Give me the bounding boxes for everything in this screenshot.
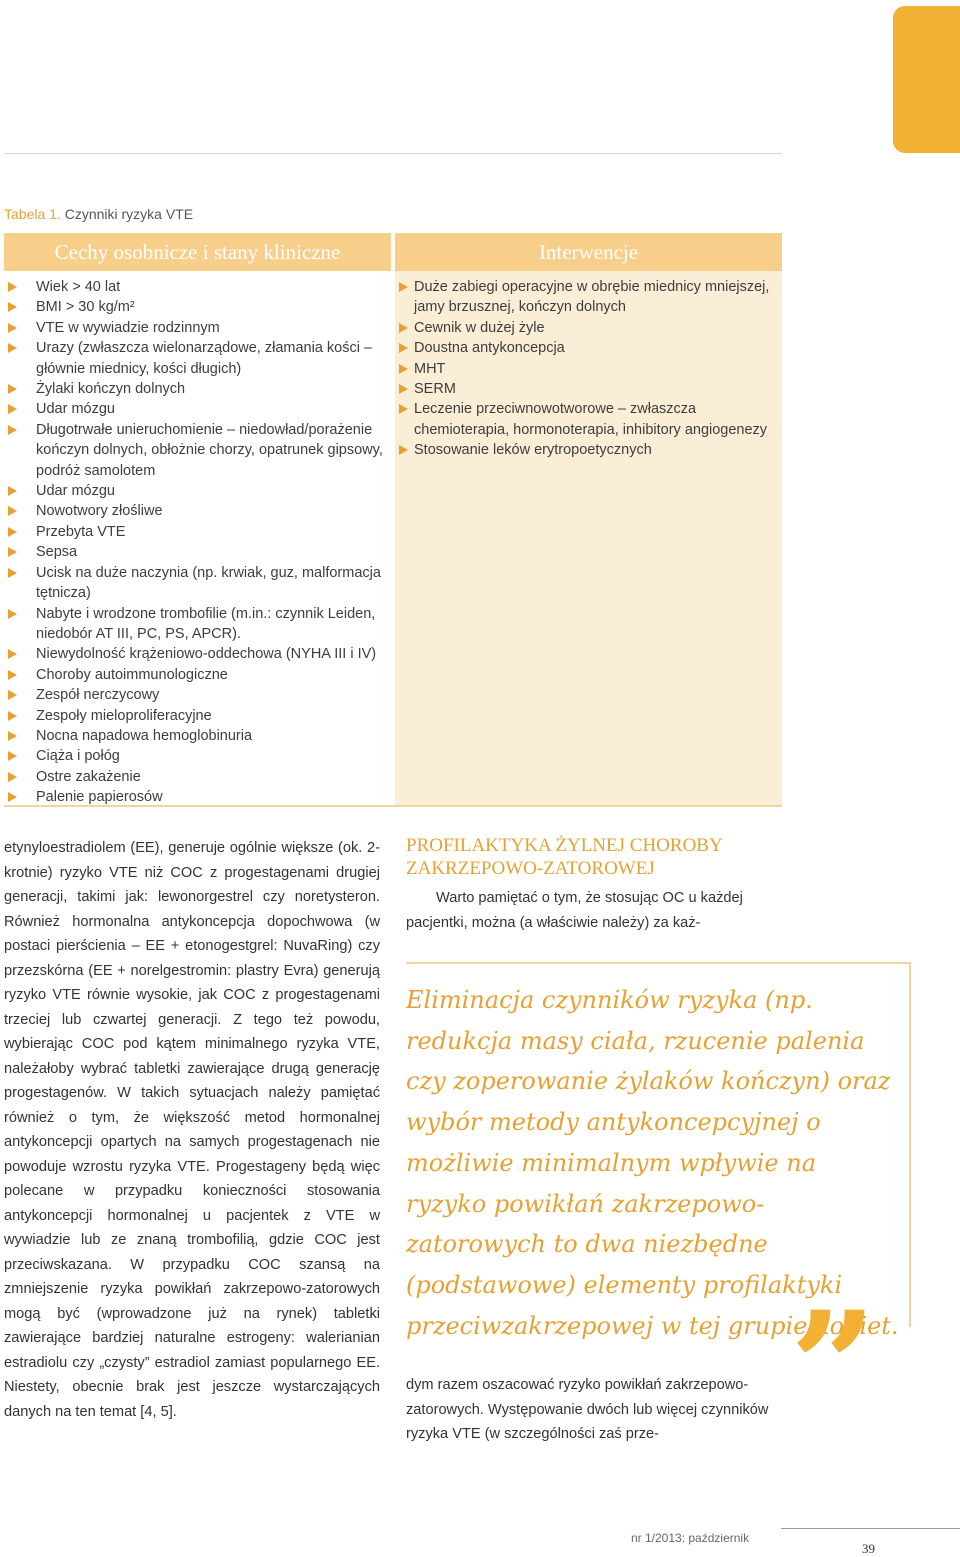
pullquote: Eliminacja czynników ryzyka (np. redukcja masy ciała, rzucenie palenia czy zoperowanie żylaków kończyn) oraz wybór metody antykoncepcyjnej o możliwie minimalnym wpływie na ryzyko powikłań zakrzepowo-zatorowych to dwa niezbędne (podstawowe) elementy profilaktyki przeciwzakrzepowej w tej grupie kobiet.	[406, 986, 899, 1340]
body-text-right-top: Warto pamiętać o tym, że stosując OC u każdej pacjentki, można (a właściwie należy) za każ-	[406, 890, 743, 931]
list-item: Cewnik w dużej żyle	[395, 318, 782, 338]
list-item: Zespoły mieloproliferacyjne	[4, 706, 391, 726]
table-bottom-rule	[4, 805, 782, 807]
page-edge-tab	[893, 6, 960, 153]
characteristics-list	[4, 271, 391, 808]
list-item: MHT	[395, 359, 782, 379]
risk-factors-table	[4, 233, 782, 806]
list-item: Ucisk na duże naczynia (np. krwiak, guz, malformacja tętnicza)	[4, 563, 391, 604]
interventions-list	[395, 271, 782, 461]
list-item: VTE w wywiadzie rodzinnym	[4, 318, 391, 338]
list-item: Nabyte i wrodzone trombofilie (m.in.: czynnik Leiden, niedobór AT III, PC, PS, APCR).	[4, 604, 391, 645]
list-item: Wiek > 40 lat	[4, 277, 391, 297]
footer-issue: nr 1/2013: październik	[631, 1531, 750, 1545]
list-item: Udar mózgu	[4, 481, 391, 501]
list-item: SERM	[395, 379, 782, 399]
table-caption-number: Tabela 1.	[4, 206, 61, 222]
list-item: Duże zabiegi operacyjne w obrębie miednicy mniejszej, jamy brzusznej, kończyn dolnych	[395, 277, 782, 318]
list-item: Niewydolność krążeniowo-oddechowa (NYHA III i IV)	[4, 644, 391, 664]
list-item: Leczenie przeciwnowotworowe – zwłaszcza chemioterapia, hormonoterapia, inhibitory angiogenezy	[395, 399, 782, 440]
page-number: 39	[862, 1541, 875, 1556]
pullquote-side-rule	[909, 962, 911, 1327]
list-item: Ciąża i połóg	[4, 746, 391, 766]
footer-rule	[781, 1528, 960, 1529]
list-item: Sepsa	[4, 542, 391, 562]
table-column-interventions	[395, 233, 782, 806]
list-item: Nocna napadowa hemoglobinuria	[4, 726, 391, 746]
body-text-left-column: etynyloestradiolem (EE), generuje ogólnie większe (ok. 2-krotnie) ryzyko VTE niż COC z progestagenami drugiej generacji, takimi jak: lewonorgestrel czy noretysteron. Również hormonalna antykoncepcja dopochwowa (w postaci pierścienia – EE + etonogestgrel: NuvaRing) czy przezskórna (EE + norelgestromin: plastry Evra) generują ryzyko VTE równie wysokie, jak COC z progestagenami trzeciej lub czwartej generacji. Z tego też powodu, wybierając COC pod kątem minimalnego ryzyka VTE, należałoby wybrać tabletki zawierające drugą generację progestagenów. W takich sytuacjach należy pamiętać również o tym, że większość metod hormonalnej antykoncepcji opartych na samych progestagenach nie powoduje wzrostu ryzyka VTE. Progestageny będą więc polecane w przypadku konieczności stosowania antykoncepcji hormonalnej u pacjentek z VTE w wywiadzie lub ze znaną trombofilią, gdzie COC jest przeciwskazana. W przypadku COC szansą na zmniejszenie ryzyka powikłań zakrzepowo-zatorowych mogą być (wprowadzone już na rynek) tabletki zawierające bardziej naturalne estrogeny: walerianian estradiolu czy „czysty” estradiol zamiast popularnego EE. Niestety, obecnie brak jest jeszcze wystarczających danych na ten temat [4, 5].	[4, 840, 380, 1420]
table-caption-text: Czynniki ryzyka VTE	[60, 206, 194, 222]
list-item: Żylaki kończyn dolnych	[4, 379, 391, 399]
body-text-right-bottom: dym razem oszacować ryzyko powikłań zakrzepowo-zatorowych. Występowanie dwóch lub więcej czynników ryzyka VTE (w szczególności zaś prze-	[406, 1377, 769, 1442]
table-header-interventions: Interwencje	[395, 233, 782, 271]
list-item: Zespół nerczycowy	[4, 685, 391, 705]
section-heading: PROFILAKTYKA ŻYLNEJ CHOROBY ZAKRZEPOWO-ZATOROWEJ	[406, 835, 722, 879]
list-item: Nowotwory złośliwe	[4, 501, 391, 521]
table-caption	[4, 206, 193, 222]
top-divider	[4, 153, 782, 154]
table-column-characteristics	[4, 233, 391, 806]
table-header-characteristics: Cechy osobnicze i stany kliniczne	[4, 233, 391, 271]
list-item: Urazy (zwłaszcza wielonarządowe, złamania kości – głównie miednicy, kości długich)	[4, 338, 391, 379]
list-item: Doustna antykoncepcja	[395, 338, 782, 358]
list-item: Przebyta VTE	[4, 522, 391, 542]
list-item: Długotrwałe unieruchomienie – niedowład/porażenie kończyn dolnych, obłożnie chorzy, opatrunek gipsowy, podróż samolotem	[4, 420, 391, 481]
list-item: Stosowanie leków erytropoetycznych	[395, 440, 782, 460]
list-item: Ostre zakażenie	[4, 767, 391, 787]
list-item: Palenie papierosów	[4, 787, 391, 807]
list-item: BMI > 30 kg/m²	[4, 297, 391, 317]
list-item: Choroby autoimmunologiczne	[4, 665, 391, 685]
list-item: Udar mózgu	[4, 399, 391, 419]
pullquote-top-rule	[406, 962, 911, 964]
quote-mark-icon: ”	[790, 1279, 877, 1455]
